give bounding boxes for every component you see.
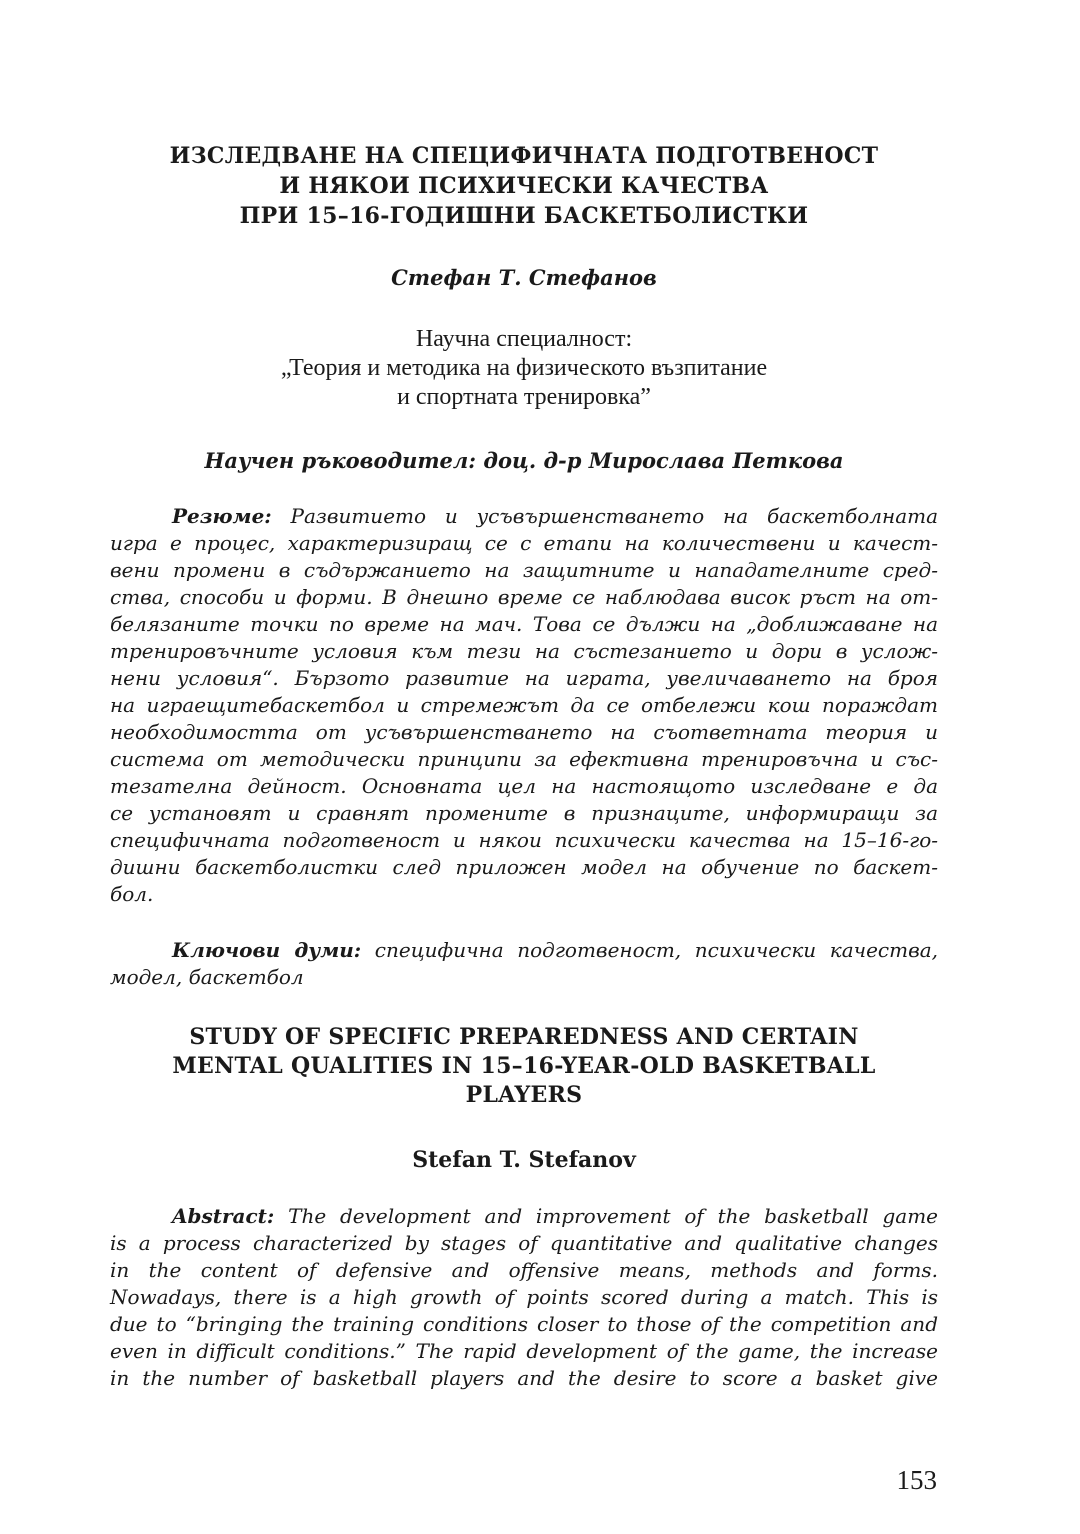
title-en-line: MENTAL QUALITIES IN 15–16-YEAR-OLD BASKETBALL xyxy=(172,1053,876,1079)
abstract-bg-line: специфичната подготвеност и някои психически качества на 15–16-го- xyxy=(110,828,938,852)
abstract-en-line: is a process characterized by stages of quantitative and qualitative changes xyxy=(110,1231,938,1255)
keywords-bg-text: специфична подготвеност, психически качества, xyxy=(374,938,939,962)
title-en-line: PLAYERS xyxy=(465,1082,583,1108)
abstract-en-line: in the content of defensive and offensive means, methods and forms. xyxy=(110,1258,938,1282)
abstract-en-text: The development and improvement of the basketball game xyxy=(288,1204,938,1228)
abstract-bg-line: игра е процес, характеризиращ се с етапи на количествени и качест- xyxy=(110,531,938,555)
abstract-bg-text: Развитието и усъвършенстването на баскетболната xyxy=(290,504,939,528)
title-en xyxy=(110,1023,938,1110)
abstract-bg-line: бол. xyxy=(110,882,154,906)
abstract-bg-line: тезателна дейност. Основната цел на настоящото изследване е да xyxy=(110,774,938,798)
keywords-bg-line xyxy=(110,937,938,964)
specialty-line: „Теория и методика на физическото възпитание xyxy=(280,355,768,381)
abstract-bg-line: вени промени в съдържанието на защитните и нападателните сред- xyxy=(110,558,938,582)
abstract-en-label: Abstract: xyxy=(172,1204,275,1228)
keywords-bg-label: Ключови думи: xyxy=(172,938,362,962)
abstract-en-line xyxy=(110,1203,938,1230)
keywords-bg-line: модел, баскетбол xyxy=(110,965,304,989)
abstract-bg-line: система от методически принципи за ефективна тренировъчна и със- xyxy=(110,747,938,771)
abstract-bg-line: на играещитебаскетбол и стремежът да се отбележи кош пораждат xyxy=(110,693,938,717)
abstract-bg-line: се установят и сравнят промените в признаците, информиращи за xyxy=(110,801,938,825)
abstract-en-line: in the number of basketball players and the desire to score a basket give xyxy=(110,1366,938,1390)
abstract-en-line: Nowadays, there is a high growth of points scored during a match. This is xyxy=(110,1285,938,1309)
abstract-bg-line: белязаните точки по време на мач. Това се дължи на „доближаване на xyxy=(110,612,938,636)
abstract-en xyxy=(110,1203,938,1392)
abstract-bg-line: необходимостта от усъвършенстването на съответната теория и xyxy=(110,720,938,744)
abstract-en-line: even in difficult conditions.” The rapid development of the game, the increase xyxy=(110,1339,938,1363)
abstract-bg-line: ства, способи и форми. В днешно време се наблюдава висок ръст на от- xyxy=(110,585,938,609)
author-bg: Стефан Т. Стефанов xyxy=(391,265,657,290)
keywords-bg xyxy=(110,937,938,991)
title-bg-line: И НЯКОИ ПСИХИЧЕСКИ КАЧЕСТВА xyxy=(279,173,769,199)
abstract-en-line: due to “bringing the training conditions closer to those of the competition and xyxy=(110,1312,938,1336)
specialty-line: Научна специалност: xyxy=(415,326,633,352)
abstract-bg-label: Резюме: xyxy=(172,504,272,528)
author-en: Stefan T. Stefanov xyxy=(412,1147,636,1173)
title-bg-line: ИЗСЛЕДВАНЕ НА СПЕЦИФИЧНАТА ПОДГОТВЕНОСТ xyxy=(169,143,879,169)
abstract-bg-line: нени условия“. Бързото развитие на играта, увеличаването на броя xyxy=(110,666,938,690)
title-en-line: STUDY OF SPECIFIC PREPAREDNESS AND CERTAIN xyxy=(189,1024,859,1050)
title-bg-line: ПРИ 15–16-ГОДИШНИ БАСКЕТБОЛИСТКИ xyxy=(239,203,809,229)
abstract-bg-line: тренировъчните условия към тези на състезанието и дори в услож- xyxy=(110,639,938,663)
specialty xyxy=(110,325,938,412)
abstract-bg-line: дишни баскетболистки след приложен модел на обучение по баскет- xyxy=(110,855,938,879)
title-bg xyxy=(110,141,938,231)
supervisor: Научен ръководител: доц. д-р Мирослава Петкова xyxy=(204,448,844,473)
abstract-bg xyxy=(110,503,938,908)
page-number: 153 xyxy=(896,1465,937,1495)
abstract-bg-line xyxy=(110,503,938,530)
specialty-line: и спортната тренировка” xyxy=(397,384,651,410)
